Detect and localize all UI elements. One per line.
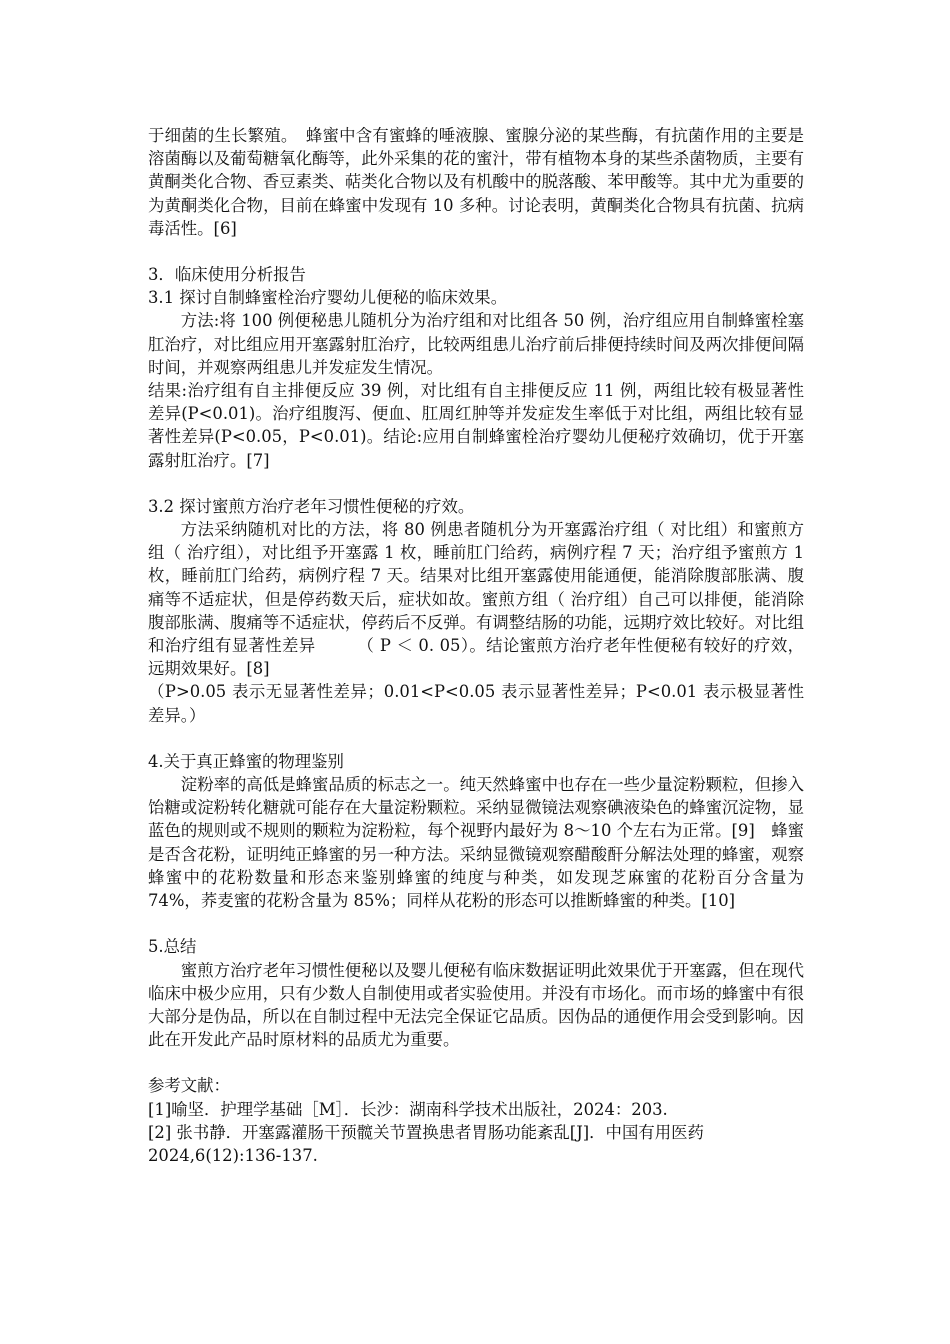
section-3-1-result: 结果:治疗组有自主排便反应 39 例，对比组有自主排便反应 11 例，两组比较有极显著性差异(P<0.01)。治疗组腹泻、便血、肛周红肿等并发症发生率低于对比组，两组比较有显著性差异(P<0.05，P<0.01)。结论:应用自制蜂蜜栓治疗婴幼儿便秘疗效确切，优于开塞露射肛治疗。[7]: [148, 381, 804, 470]
document-page: [148, 124, 804, 1167]
section-3-2-method: 方法采纳随机对比的方法，将 80 例患者随机分为开塞露治疗组（ 对比组）和蜜煎方组（ 治疗组），对比组予开塞露 1 枚，睡前肛门给药，病例疗程 7 天；治疗组予蜜煎方 1 枚，睡前肛门给药，病例疗程 7 天。结果对比组开塞露使用能通便，能消除腹部胀满、腹痛等不适症状，但是停药数天后，症状如故。蜜煎方组（ 治疗组）自己可以排便，能消除腹部胀满、腹痛等不适症状，停药后不反弹。有调整结肠的功能，远期疗效比较好。对比组和治疗组有显著性差异 （ P ＜ 0. 05）。结论蜜煎方治疗老年性便秘有较好的疗效，远期效果好。[8]: [148, 520, 804, 679]
spacer: [148, 1051, 804, 1074]
reference-item: [1]喻坚．护理学基础［M］．长沙：湖南科学技术出版社，2024：203.: [148, 1099, 668, 1119]
section-4-body: 淀粉率的高低是蜂蜜品质的标志之一。纯天然蜂蜜中也存在一些少量淀粉颗粒，但掺入饴糖或淀粉转化糖就可能存在大量淀粉颗粒。采纳显微镜法观察碘液染色的蜂蜜沉淀物，显蓝色的规则或不规则的颗粒为淀粉粒，每个视野内最好为 8～10 个左右为正常。[9] 蜂蜜是否含花粉，证明纯正蜂蜜的另一种方法。采纳显微镜观察醋酸酐分解法处理的蜂蜜，观察蜂蜜中的花粉数量和形态来鉴别蜂蜜的纯度与种类，如发现芝麻蜜的花粉百分含量为 74%，荞麦蜜的花粉含量为 85%；同样从花粉的形态可以推断蜂蜜的种类。[10]: [148, 775, 804, 911]
spacer: [148, 727, 804, 750]
reference-item: [2] 张书静．开塞露灌肠干预髋关节置换患者胃肠功能紊乱[J]．中国有用医药 2024,6(12):136-137.: [148, 1122, 704, 1165]
section-3-1-heading: 3.1 探讨自制蜂蜜栓治疗婴幼儿便秘的临床效果。: [148, 288, 508, 308]
section-5-heading: 5.总结: [148, 937, 197, 957]
spacer: [148, 912, 804, 935]
spacer: [148, 472, 804, 495]
section-3-2-heading: 3.2 探讨蜜煎方治疗老年习惯性便秘的疗效。: [148, 496, 475, 516]
spacer: [148, 240, 804, 263]
section-3-1-method: 方法:将 100 例便秘患儿随机分为治疗组和对比组各 50 例，治疗组应用自制蜂蜜栓塞肛治疗，对比组应用开塞露射肛治疗，比较两组患儿治疗前后排便持续时间及两次排便间隔时间，并观察两组患儿并发症发生情况。: [148, 311, 804, 377]
references-heading: 参考文献：: [148, 1076, 230, 1096]
section-4-heading: 4.关于真正蜂蜜的物理鉴别: [148, 751, 344, 771]
intro-paragraph: 于细菌的生长繁殖。 蜂蜜中含有蜜蜂的唾液腺、蜜腺分泌的某些酶，有抗菌作用的主要是溶菌酶以及葡萄糖氧化酶等，此外采集的花的蜜汁，带有植物本身的某些杀菌物质，主要有黄酮类化合物、香豆素类、萜类化合物以及有机酸中的脱落酸、苯甲酸等。其中尤为重要的为黄酮类化合物，目前在蜂蜜中发现有 10 多种。讨论表明，黄酮类化合物具有抗菌、抗病毒活性。[6]: [148, 126, 804, 238]
section-3-heading: 3．临床使用分析报告: [148, 265, 306, 285]
section-5-body: 蜜煎方治疗老年习惯性便秘以及婴儿便秘有临床数据证明此效果优于开塞露，但在现代临床中极少应用，只有少数人自制使用或者实验使用。并没有市场化。而市场的蜂蜜中有很大部分是伪品，所以在自制过程中无法完全保证它品质。因伪品的通便作用会受到影响。因此在开发此产品时原材料的品质尤为重要。: [148, 960, 804, 1050]
significance-note: （P>0.05 表示无显著性差异；0.01<P<0.05 表示显著性差异；P<0.01 表示极显著性差异。）: [148, 682, 804, 725]
